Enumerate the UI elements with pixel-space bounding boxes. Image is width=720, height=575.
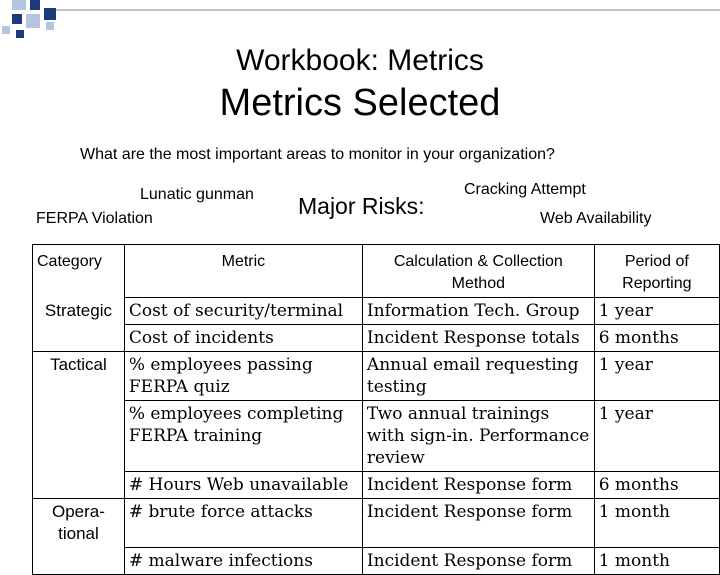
period-cell: 1 year <box>594 352 719 401</box>
slide-subtitle: Workbook: Metrics <box>236 44 484 77</box>
method-cell: Information Tech. Group <box>362 298 594 325</box>
period-cell: 1 year <box>594 401 719 472</box>
metric-cell: # malware infections <box>124 547 362 574</box>
category-cell <box>33 325 125 352</box>
period-cell: 1 month <box>594 547 719 574</box>
method-cell: Two annual trainings with sign-in. Performance review <box>362 401 594 472</box>
question-text: What are the most important areas to monitor in your organization? <box>80 146 555 163</box>
period-cell: 1 year <box>594 298 719 325</box>
major-risks-label: Major Risks: <box>298 193 425 219</box>
method-cell: Incident Response form <box>362 547 594 574</box>
slide-title: Metrics Selected <box>219 82 501 124</box>
metric-cell: # Hours Web unavailable <box>124 472 362 499</box>
metric-cell: % employees completing FERPA training <box>124 401 362 472</box>
category-cell <box>33 547 125 574</box>
category-cell: Tactical <box>33 352 125 401</box>
method-cell: Incident Response totals <box>362 325 594 352</box>
table-row <box>33 472 720 499</box>
metric-cell: Cost of incidents <box>124 325 362 352</box>
risk-web-availability: Web Availability <box>540 210 652 227</box>
metrics-table <box>32 244 720 575</box>
header-period: Period of Reporting <box>594 245 719 298</box>
metric-cell: Cost of security/terminal <box>124 298 362 325</box>
header-method: Calculation & Collection Method <box>362 245 594 298</box>
category-cell <box>33 401 125 472</box>
method-cell: Incident Response form <box>362 499 594 548</box>
table-row <box>33 352 720 401</box>
period-cell: 6 months <box>594 325 719 352</box>
risk-lunatic-gunman: Lunatic gunman <box>140 186 254 203</box>
header-category: Category <box>33 245 125 298</box>
category-cell: Strategic <box>33 298 125 325</box>
header-decoration <box>0 0 720 40</box>
risk-ferpa-violation: FERPA Violation <box>36 210 153 227</box>
risk-cracking-attempt: Cracking Attempt <box>464 181 586 198</box>
header-metric: Metric <box>124 245 362 298</box>
table-row <box>33 298 720 325</box>
category-cell: Opera-tional <box>33 499 125 548</box>
table-row <box>33 325 720 352</box>
method-cell: Annual email requesting testing <box>362 352 594 401</box>
table-header-row <box>33 245 720 298</box>
metric-cell: # brute force attacks <box>124 499 362 548</box>
period-cell: 1 month <box>594 499 719 548</box>
period-cell: 6 months <box>594 472 719 499</box>
table-row <box>33 401 720 472</box>
category-cell <box>33 472 125 499</box>
table-row <box>33 547 720 574</box>
method-cell: Incident Response form <box>362 472 594 499</box>
metric-cell: % employees passing FERPA quiz <box>124 352 362 401</box>
